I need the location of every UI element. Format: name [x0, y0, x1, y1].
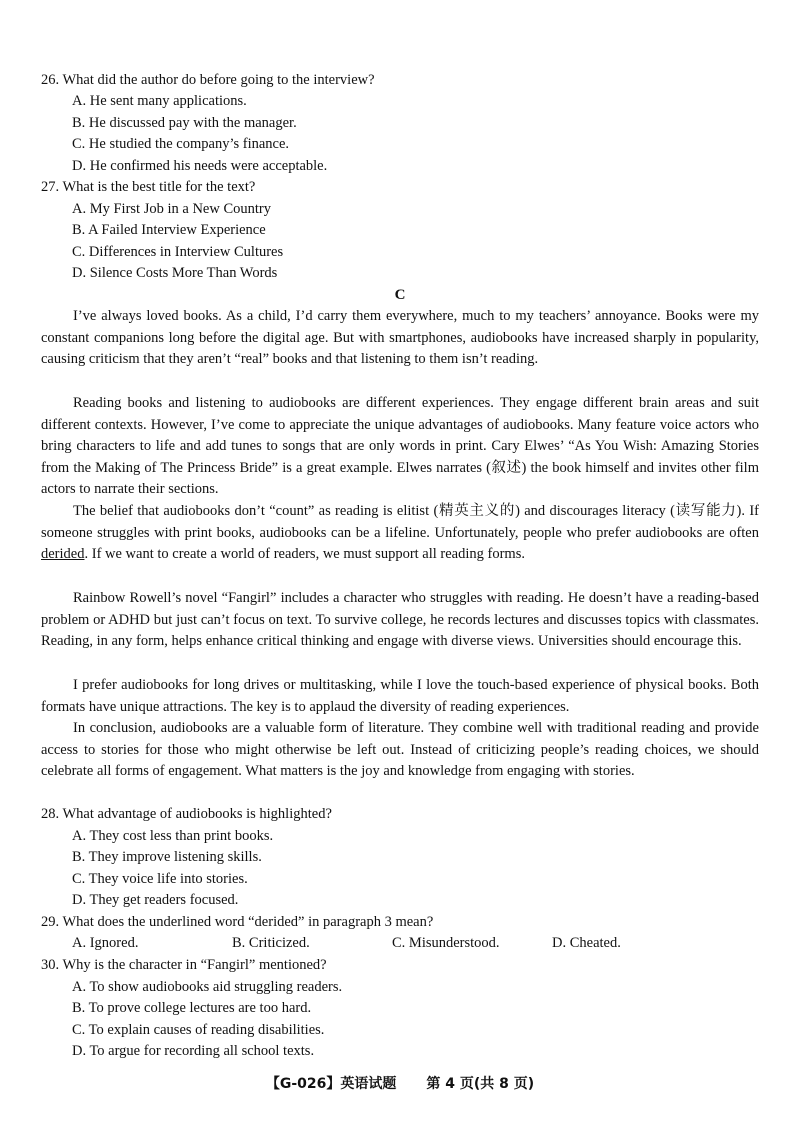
question-28-option-d: D. They get readers focused.: [72, 892, 239, 908]
passage-paragraph-4: Rainbow Rowell’s novel “Fangirl” includes a character who struggles with reading. He doesn’t have a reading-based problem or ADHD but just can’t focus on text. To survive college, he records lectures and discusses topics with classmates. Reading, in any form, helps enhance critical thinking and engage with diverse views. Universities should encourage this.: [41, 590, 759, 649]
question-30-option-c: C. To explain causes of reading disabilities.: [72, 1022, 325, 1038]
page-footer: [0, 1073, 800, 1093]
question-29-options: [72, 933, 621, 953]
question-29-option-a: A. Ignored.: [72, 935, 139, 951]
question-28-stem: 28. What advantage of audiobooks is highlighted?: [41, 806, 332, 822]
question-27-option-c: C. Differences in Interview Cultures: [72, 244, 284, 260]
question-30-option-b: B. To prove college lectures are too hard.: [72, 1000, 312, 1016]
question-30-option-d: D. To argue for recording all school texts.: [72, 1043, 315, 1059]
question-30-option-a: A. To show audiobooks aid struggling readers.: [72, 979, 343, 995]
question-27-option-a: A. My First Job in a New Country: [72, 201, 271, 217]
question-28-option-a: A. They cost less than print books.: [72, 828, 274, 844]
question-29-option-d: D. Cheated.: [552, 935, 621, 951]
section-heading: C: [394, 287, 406, 303]
question-28-option-c: C. They voice life into stories.: [72, 871, 248, 887]
paragraph-3-text-before: The belief that audiobooks don’t “count” as reading is elitist (精英主义的) and discourages literacy (读写能力). If someone struggles with print books, audiobooks can be a lifeline. Unfortunately, people who prefer audiobooks are often: [41, 503, 759, 541]
passage-paragraph-1: I’ve always loved books. As a child, I’d carry them everywhere, much to my teachers’ annoyance. Books were my constant companions long before the digital age. But with smartphones, audiobooks have increased sharply in popularity, causing criticism that they aren’t “real” books and that listening to them isn’t reading.: [41, 308, 759, 367]
exam-code: 【G-026】英语试题: [265, 1076, 397, 1092]
passage-paragraph-5: I prefer audiobooks for long drives or multitasking, while I love the touch-based experience of physical books. Both formats have unique attractions. The key is to applaud the diversity of reading experiences.: [41, 677, 759, 715]
question-26-option-a: A. He sent many applications.: [72, 93, 247, 109]
passage-paragraph-2: Reading books and listening to audiobooks are different experiences. They engage different brain areas and suit different contexts. However, I’ve come to appreciate the unique advantages of audiobooks. Many feature voice actors who bring characters to life and add tunes to songs that are only words in print. Cary Elwes’ “As You Wish: Amazing Stories from the Making of The Princess Bride” is a great example. Elwes narrates (叙述) the book himself and invites other film actors to narrate their sections.: [41, 395, 759, 497]
question-26-option-b: B. He discussed pay with the manager.: [72, 115, 297, 131]
question-27-option-d: D. Silence Costs More Than Words: [72, 265, 278, 281]
question-27-stem: 27. What is the best title for the text?: [41, 179, 256, 195]
question-29-stem: 29. What does the underlined word “derided” in paragraph 3 mean?: [41, 914, 434, 930]
question-28-option-b: B. They improve listening skills.: [72, 849, 262, 865]
question-26-stem: 26. What did the author do before going to the interview?: [41, 72, 375, 88]
question-29-option-c: C. Misunderstood.: [392, 935, 500, 951]
question-30-stem: 30. Why is the character in “Fangirl” mentioned?: [41, 957, 327, 973]
page-number: 第 4 页(共 8 页): [426, 1076, 535, 1092]
question-29-option-b: B. Criticized.: [232, 935, 310, 951]
paragraph-3-text-after: . If we want to create a world of readers, we must support all reading forms.: [84, 546, 525, 562]
underlined-word-derided: derided: [41, 546, 85, 562]
question-26-option-c: C. He studied the company’s finance.: [72, 136, 290, 152]
passage-paragraph-3: [41, 501, 759, 566]
question-27-option-b: B. A Failed Interview Experience: [72, 222, 266, 238]
question-26-option-d: D. He confirmed his needs were acceptable.: [72, 158, 328, 174]
passage-paragraph-6: In conclusion, audiobooks are a valuable form of literature. They combine well with traditional reading and provide access to stories for those who might otherwise be left out. Instead of criticizing people’s reading choices, we should celebrate all forms of engagement. What matters is the joy and knowledge from engaging with stories.: [41, 720, 759, 779]
